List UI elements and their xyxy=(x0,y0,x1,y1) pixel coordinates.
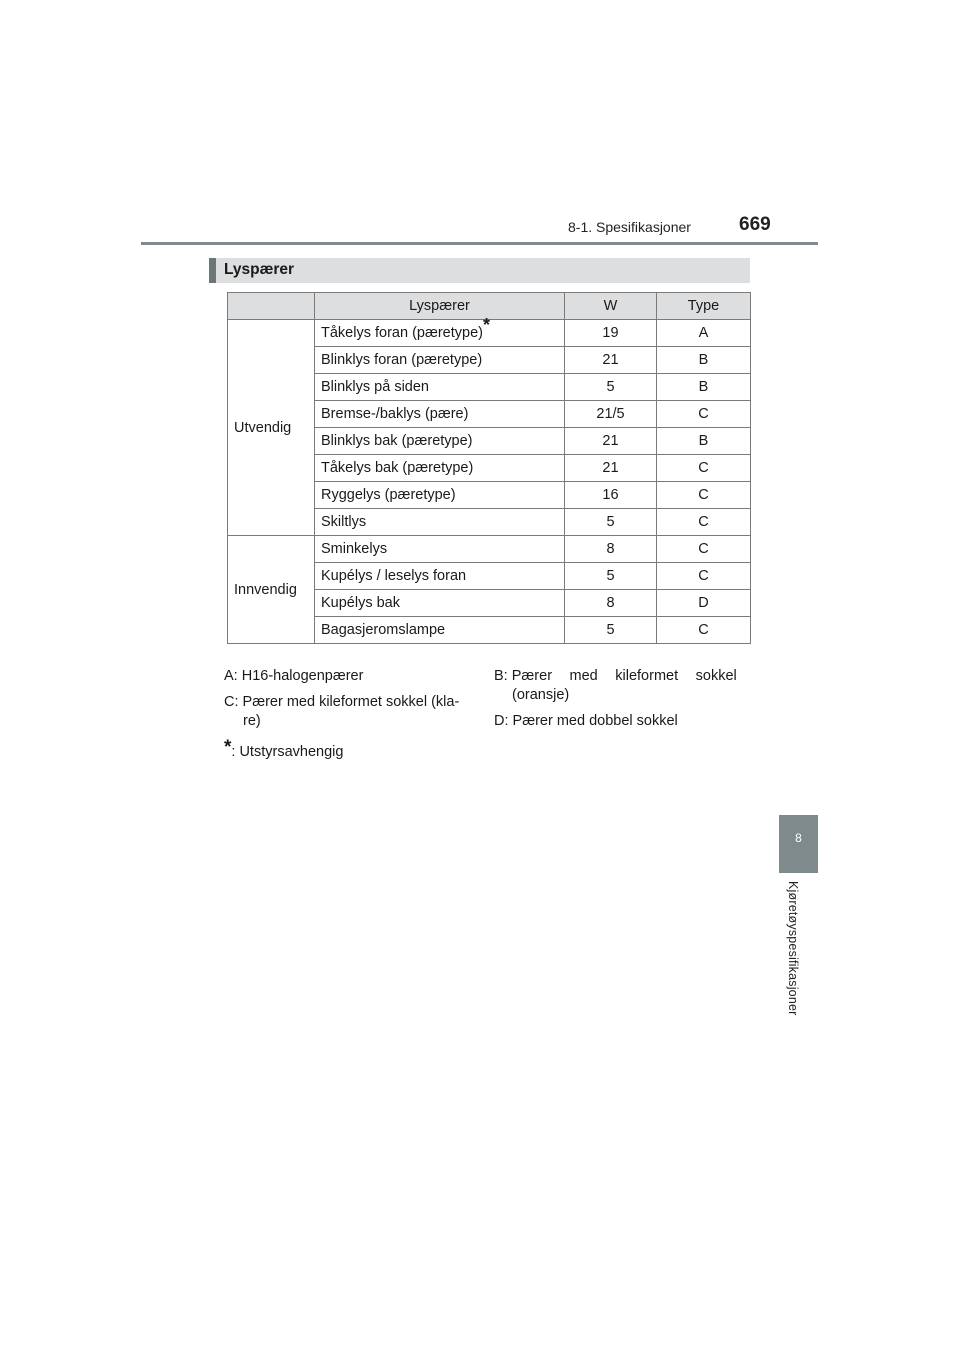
type-cell: C xyxy=(657,617,751,644)
type-cell: B xyxy=(657,374,751,401)
bulb-cell: Bagasjeromslampe xyxy=(315,617,565,644)
bulb-table xyxy=(227,292,751,644)
chapter-tab xyxy=(779,815,818,873)
watt-cell: 5 xyxy=(565,509,657,536)
note-text: Pærer med dobbel sokkel xyxy=(512,713,678,729)
header-bulb: Lyspærer xyxy=(315,293,565,320)
note-star xyxy=(224,738,474,762)
note-text: Pærer med kileformet sokkel xyxy=(511,668,737,684)
note-text-continued: re) xyxy=(243,713,261,729)
watt-cell: 5 xyxy=(565,617,657,644)
type-cell: B xyxy=(657,428,751,455)
header-type: Type xyxy=(657,293,751,320)
section-heading: Lyspærer xyxy=(224,261,295,278)
watt-cell: 16 xyxy=(565,482,657,509)
watt-cell: 8 xyxy=(565,536,657,563)
bulb-cell: Skiltlys xyxy=(315,509,565,536)
bulb-name: Tåkelys foran (pæretype) xyxy=(321,325,483,341)
bulb-cell: Blinklys bak (pæretype) xyxy=(315,428,565,455)
note-text-continued: (oransje) xyxy=(512,687,570,703)
chapter-label: Kjøretøyspesifikasjoner xyxy=(786,881,800,1016)
type-cell: C xyxy=(657,563,751,590)
note-key: C: xyxy=(224,694,239,710)
type-cell: A xyxy=(657,320,751,347)
section-title: 8-1. Spesifikasjoner xyxy=(568,219,691,235)
bulb-cell: Kupélys / leselys foran xyxy=(315,563,565,590)
heading-accent xyxy=(209,258,216,283)
note-text: : Utstyrsavhengig xyxy=(231,744,344,760)
note-c xyxy=(224,693,474,731)
footnote-star: * xyxy=(482,315,490,335)
bulb-cell: Blinklys på siden xyxy=(315,374,565,401)
chapter-number: 8 xyxy=(795,831,802,845)
header-watt: W xyxy=(565,293,657,320)
watt-cell: 21 xyxy=(565,455,657,482)
section-heading-bar xyxy=(209,258,750,283)
header-category xyxy=(228,293,315,320)
watt-cell: 21 xyxy=(565,347,657,374)
note-key: B: xyxy=(494,668,508,684)
bulb-cell: Tåkelys bak (pæretype) xyxy=(315,455,565,482)
category-cell: Utvendig xyxy=(228,320,315,536)
bulb-cell xyxy=(315,315,565,347)
watt-cell: 8 xyxy=(565,590,657,617)
bulb-cell: Blinklys foran (pæretype) xyxy=(315,347,565,374)
type-cell: C xyxy=(657,401,751,428)
note-b xyxy=(494,667,744,705)
watt-cell: 5 xyxy=(565,374,657,401)
watt-cell: 21 xyxy=(565,428,657,455)
type-cell: C xyxy=(657,482,751,509)
category-cell: Innvendig xyxy=(228,536,315,644)
note-d xyxy=(494,712,744,731)
header-divider xyxy=(141,242,818,245)
bulb-cell: Ryggelys (pæretype) xyxy=(315,482,565,509)
note-a xyxy=(224,667,474,686)
type-cell: B xyxy=(657,347,751,374)
footnote-star: * xyxy=(224,737,232,758)
page-number: 669 xyxy=(739,214,771,235)
note-key: D: xyxy=(494,713,509,729)
table-row xyxy=(228,320,751,347)
note-text: H16-halogenpærer xyxy=(241,668,364,684)
bulb-cell: Bremse-/baklys (pære) xyxy=(315,401,565,428)
watt-cell: 19 xyxy=(565,320,657,347)
type-cell: C xyxy=(657,509,751,536)
bulb-cell: Kupélys bak xyxy=(315,590,565,617)
table-row xyxy=(228,536,751,563)
watt-cell: 5 xyxy=(565,563,657,590)
type-cell: C xyxy=(657,455,751,482)
watt-cell: 21/5 xyxy=(565,401,657,428)
note-text: Pærer med kileformet sokkel (kla- xyxy=(242,694,460,710)
type-cell: D xyxy=(657,590,751,617)
bulb-cell: Sminkelys xyxy=(315,536,565,563)
type-cell: C xyxy=(657,536,751,563)
note-key: A: xyxy=(224,668,238,684)
